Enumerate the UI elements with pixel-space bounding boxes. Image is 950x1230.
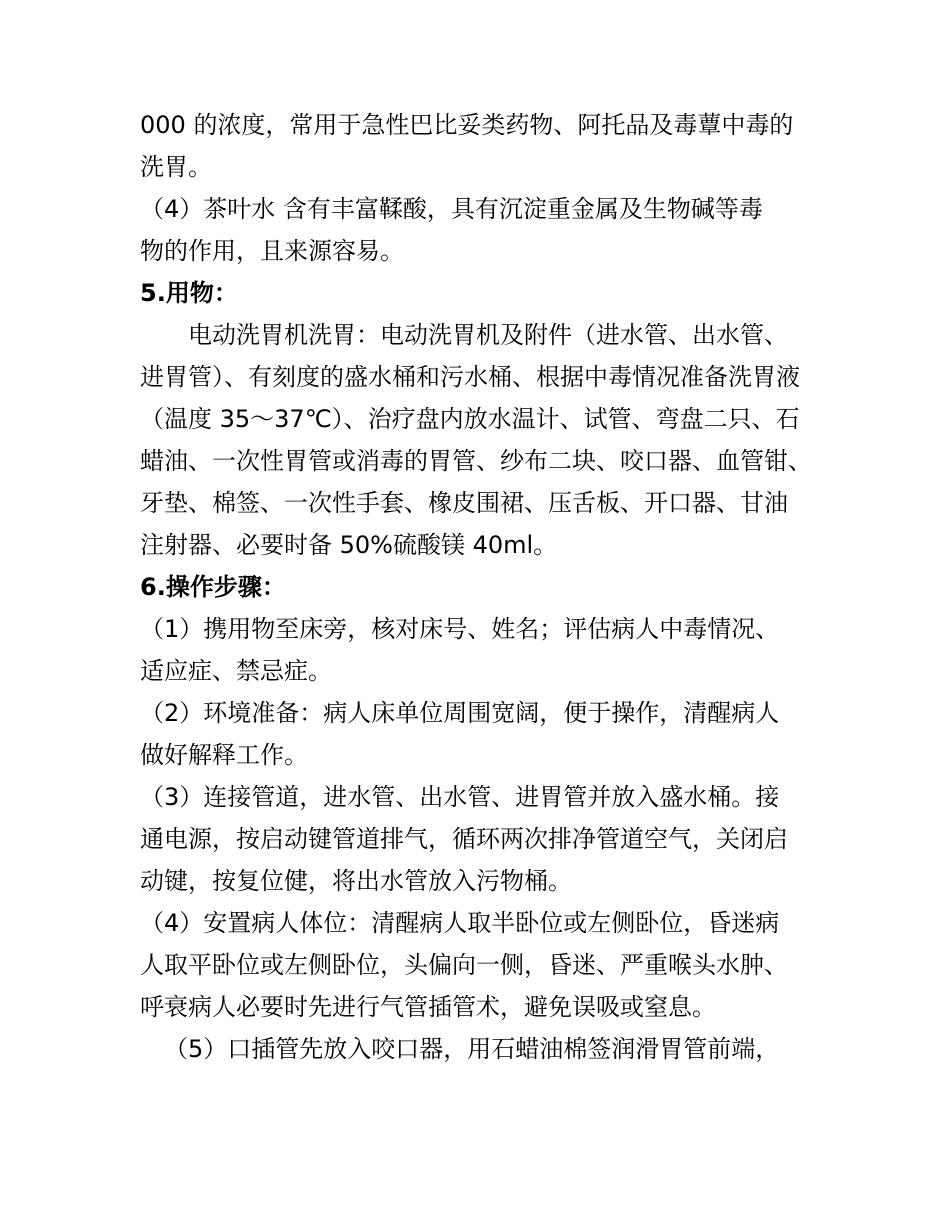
text-line: 注射器、必要时备 50%硫酸镁 40ml。 [140, 531, 558, 559]
text-line: （4）茶叶水 含有丰富鞣酸，具有沉淀重金属及生物碱等毒 [140, 195, 763, 223]
text-line: 动键，按复位健，将出水管放入污物桶。 [140, 867, 572, 895]
text-line: （3）连接管道，进水管、出水管、进胃管并放入盛水桶。接 [140, 783, 780, 811]
text-line: （2）环境准备：病人床单位周围宽阔，便于操作，清醒病人 [140, 699, 780, 727]
text-line: （5）口插管先放入咬口器，用石蜡油棉签润滑胃管前端， [164, 1035, 780, 1063]
text-line: 进胃管）、有刻度的盛水桶和污水桶、根据中毒情况准备洗胃液 [140, 363, 800, 391]
text-line: 做好解释工作。 [140, 741, 308, 769]
text-line: 电动洗胃机洗胃：电动洗胃机及附件（进水管、出水管、 [188, 321, 788, 349]
text-line: 呼衰病人必要时先进行气管插管术，避免误吸或窒息。 [140, 993, 716, 1021]
document-page [140, 104, 812, 1070]
section-heading-steps: 6.操作步骤： [140, 573, 286, 601]
text-line: （1）携用物至床旁，核对床号、姓名；评估病人中毒情况、 [140, 615, 780, 643]
text-line: 000 的浓度，常用于急性巴比妥类药物、阿托品及毒蕈中毒的 [140, 111, 794, 139]
text-line: 通电源，按启动键管道排气，循环两次排净管道空气，关闭启 [140, 825, 788, 853]
text-line: （温度 35～37℃）、治疗盘内放水温计、试管、弯盘二只、石 [140, 405, 800, 433]
text-line: 牙垫、棉签、一次性手套、橡皮围裙、压舌板、开口器、甘油 [140, 489, 788, 517]
text-line: 适应症、禁忌症。 [140, 657, 332, 685]
text-line: 洗胃。 [140, 153, 212, 181]
text-line: 人取平卧位或左侧卧位，头偏向一侧，昏迷、严重喉头水肿、 [140, 951, 788, 979]
text-line: 蜡油、一次性胃管或消毒的胃管、纱布二块、咬口器、血管钳、 [140, 447, 812, 475]
section-heading-supplies: 5.用物： [140, 279, 238, 307]
text-line: 物的作用，且来源容易。 [140, 237, 404, 265]
text-line: （4）安置病人体位：清醒病人取半卧位或左侧卧位，昏迷病 [140, 909, 780, 937]
